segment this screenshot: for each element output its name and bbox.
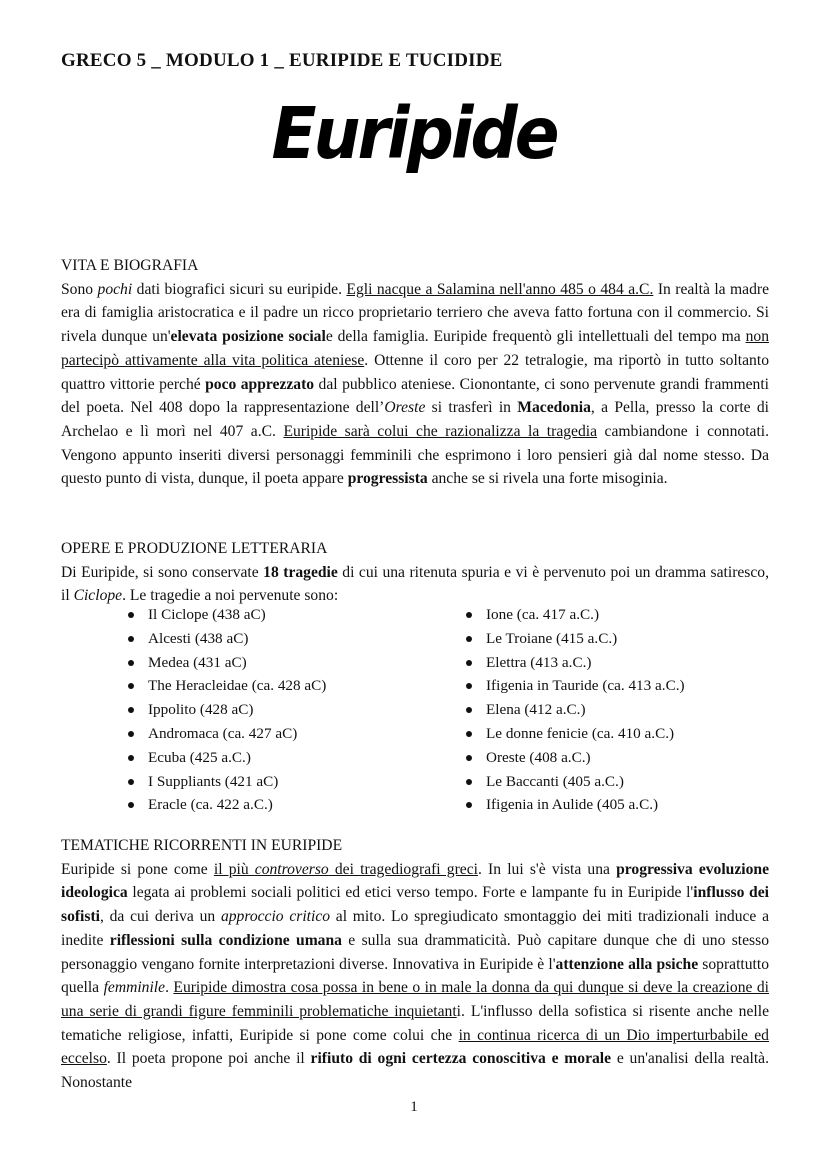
text-run: Egli nacque a Salamina nell'anno 485 o 484 a.C. [346,280,654,298]
section-paragraph [61,278,769,491]
text-run: e un'analisi della realtà. Nonostante [61,1050,770,1092]
text-run: al mito. Lo spregiudicato smontaggio dei miti tradizionali induce a inedite [61,908,770,949]
section-tematiche [61,834,769,1095]
list-item: Andromaca (ca. 427 aC) [128,722,326,746]
text-run: Macedonia [517,399,591,417]
section-opere [61,537,769,608]
list-item: I Suppliants (421 aC) [128,770,326,794]
text-run: controverso [254,860,329,878]
text-run: il più [213,860,255,878]
text-run: , a Pella, presso la corte di Archelao e lì morì nel 407 a.C. [61,399,769,440]
text-run: . Ottenne il coro per 22 tetralogie, ma riportò in tutto soltanto quattro vittorie perché [61,351,769,393]
section-heading: TEMATICHE RICORRENTI IN EURIPIDE [61,837,343,854]
text-run: , da cui deriva un [99,908,221,926]
text-run: e sulla sua drammaticità. Può capitare dunque che di uno stesso personaggio vengano fornite interpretazioni diverse. Innovativa in Euripide è l' [61,931,769,973]
section-paragraph [61,561,769,608]
list-item: Oreste (408 a.C.) [466,746,685,770]
list-item: Il Ciclope (438 aC) [128,603,326,627]
tragedies-list-right [466,603,685,817]
text-run: legata ai problemi sociali politici ed etici verso tempo. Forte e lampante fu in Euripide l' [127,884,694,902]
list-item: Ifigenia in Tauride (ca. 413 a.C.) [466,674,685,698]
text-run: Ciclope [73,587,123,605]
tragedies-list-left [128,603,326,817]
text-run: Euripide dimostra cosa possa in bene o in male la donna da qui dunque si deve la creazione di una serie di grandi figure femminili problematiche inquietant [61,979,769,1020]
text-run: femminile [103,979,166,997]
section-paragraph [61,858,769,1095]
list-item: Ifigenia in Aulide (405 a.C.) [466,793,685,817]
section-heading: OPERE E PRODUZIONE LETTERARIA [61,540,328,557]
list-item: Ecuba (425 a.C.) [128,746,326,770]
list-item: The Heracleidae (ca. 428 aC) [128,674,326,698]
text-run: Sono [61,280,98,298]
list-item: Elena (412 a.C.) [466,698,685,722]
text-run: poco apprezzato [205,375,315,393]
text-run: progressiva evoluzione ideologica [61,860,769,902]
text-run: e della famiglia. Euripide frequentò gli intellettuali del tempo ma [325,328,746,346]
text-run: si trasferì in [425,399,518,417]
text-run: . Il poeta propone poi anche il [106,1050,311,1068]
text-run: 18 tragedie [263,563,338,581]
text-run: dei tragediografi greci [328,860,478,878]
list-item: Ippolito (428 aC) [128,698,326,722]
list-item: Ione (ca. 417 a.C.) [466,603,685,627]
text-run: soprattutto quella [61,955,769,997]
text-run: dal pubblico ateniese. Cionontante, ci sono pervenute grandi frammenti del poeta. Nel 408 dopo la rappresentazione dell’ [61,375,770,417]
text-run: Euripide si pone come [61,860,214,878]
text-run: riflessioni sulla condizione umana [109,931,342,949]
text-run: progressista [347,470,428,488]
text-run: attenzione alla psiche [555,955,699,973]
document-title: GRECO 5 _ MODULO 1 _ EURIPIDE E TUCIDIDE [61,50,503,71]
text-run: pochi [97,280,133,298]
text-run: anche se si rivela una forte misoginia. [427,470,668,488]
text-run: Oreste [384,399,426,417]
text-run: elevata posizione social [170,328,326,346]
list-item: Le Baccanti (405 a.C.) [466,770,685,794]
text-run: Euripide sarà colui che razionalizza la tragedia [283,422,598,440]
list-item: Alcesti (438 aC) [128,627,326,651]
text-run: dati biografici sicuri su euripide. [132,280,347,298]
text-run: non partecipò attivamente alla vita politica ateniese [61,328,769,369]
euripide-logo: Euripide [271,91,557,176]
section-vita [61,254,769,491]
section-heading: VITA E BIOGRAFIA [61,257,199,274]
list-item: Elettra (413 a.C.) [466,651,685,675]
text-run: i. L'influsso della sofistica si risente anche nelle tematiche religiose, infatti, Euripide si pone come colui che [61,1002,769,1044]
page-number: 1 [410,1099,418,1115]
text-run: influsso dei sofisti [61,884,769,926]
text-run: Di Euripide, si sono conservate [61,563,264,581]
text-run: In realtà la madre era di famiglia aristocratica e il padre un ricco proprietario terriero che aveva fatto fortuna con il commercio. Si rivela dunque un' [61,280,770,346]
list-item: Eracle (ca. 422 a.C.) [128,793,326,817]
text-run: cambiandone i connotati. Vengono appunto inseriti diversi personaggi femminili che esprimono i loro pensieri già dal nome stesso. Da questo punto di vista, dunque, il poeta appare [61,422,770,488]
text-run: . In lui s'è vista una [477,860,617,878]
text-run: in continua ricerca di un Dio imperturbabile ed eccelso [61,1026,769,1068]
list-item: Le Troiane (415 a.C.) [466,627,685,651]
list-item: Medea (431 aC) [128,651,326,675]
text-run: rifiuto di ogni certezza conoscitiva e morale [310,1050,612,1068]
text-run: approccio critico [220,908,331,926]
text-run: . Le tragedie a noi pervenute sono: [122,587,339,605]
text-run: . [165,979,174,997]
text-run: di cui una ritenuta spuria e vi è pervenuto poi un dramma satiresco, il [61,563,769,605]
list-item: Le donne fenicie (ca. 410 a.C.) [466,722,685,746]
